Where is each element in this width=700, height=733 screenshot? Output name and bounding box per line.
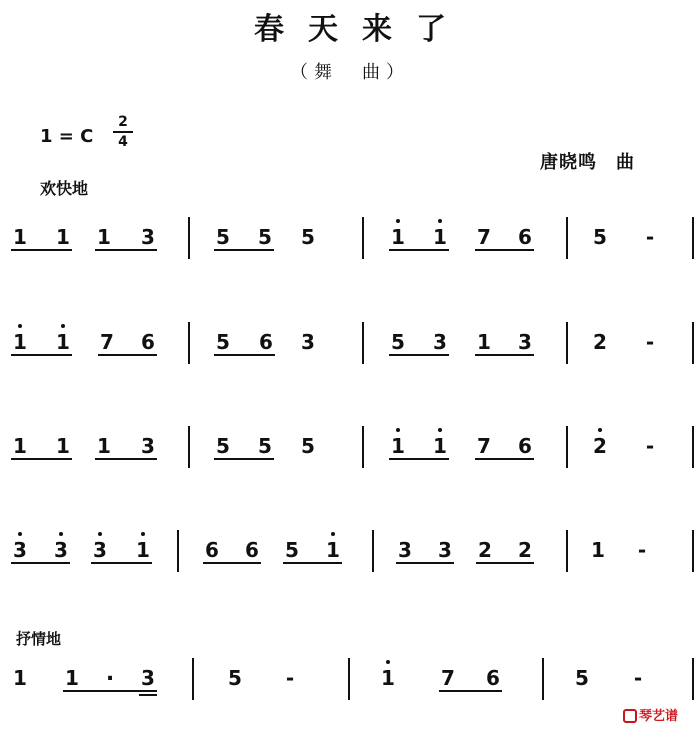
octave-dot bbox=[141, 532, 145, 536]
note: - bbox=[645, 225, 655, 249]
note: 1 bbox=[433, 434, 447, 458]
octave-dot bbox=[438, 428, 442, 432]
beam-underline bbox=[389, 458, 449, 460]
note: 6 bbox=[518, 434, 532, 458]
bar-line bbox=[188, 322, 190, 364]
note: 2 bbox=[478, 538, 492, 562]
note: 6 bbox=[518, 225, 532, 249]
bar-line bbox=[348, 658, 350, 700]
composer: 唐晓鸣 曲 bbox=[540, 152, 635, 173]
note: 1 bbox=[56, 434, 70, 458]
beam-underline bbox=[98, 354, 157, 356]
tempo-marking-1: 欢快地 bbox=[40, 179, 89, 198]
note: 1 bbox=[65, 666, 79, 690]
note: 1 bbox=[326, 538, 340, 562]
bar-line bbox=[188, 217, 190, 259]
beam-underline bbox=[439, 690, 502, 692]
note: 1 bbox=[477, 330, 491, 354]
beam-underline bbox=[91, 562, 152, 564]
note: 3 bbox=[54, 538, 68, 562]
note: 3 bbox=[398, 538, 412, 562]
note: 1 bbox=[433, 225, 447, 249]
tempo-marking-2: 抒情地 bbox=[16, 630, 62, 648]
bar-line bbox=[542, 658, 544, 700]
beam-underline bbox=[475, 458, 534, 460]
time-signature-top: 2 bbox=[118, 114, 128, 130]
bar-line bbox=[566, 530, 568, 572]
bar-line bbox=[188, 426, 190, 468]
octave-dot bbox=[61, 324, 65, 328]
note: 3 bbox=[518, 330, 532, 354]
note: 2 bbox=[518, 538, 532, 562]
note: 1 bbox=[381, 666, 395, 690]
octave-dot bbox=[438, 219, 442, 223]
note: 5 bbox=[216, 330, 230, 354]
note: - bbox=[645, 330, 655, 354]
note: 3 bbox=[141, 434, 155, 458]
watermark-text: 琴艺谱 bbox=[639, 709, 679, 724]
watermark-logo-icon bbox=[623, 709, 637, 723]
bar-line bbox=[372, 530, 374, 572]
octave-dot bbox=[386, 660, 390, 664]
octave-dot bbox=[396, 219, 400, 223]
note: 2 bbox=[593, 330, 607, 354]
note: 5 bbox=[391, 330, 405, 354]
beam-underline bbox=[283, 562, 342, 564]
beam-underline bbox=[389, 354, 449, 356]
octave-dot bbox=[331, 532, 335, 536]
note: 3 bbox=[141, 225, 155, 249]
note: 2 bbox=[593, 434, 607, 458]
bar-line bbox=[566, 322, 568, 364]
beam-underline bbox=[214, 458, 274, 460]
note: 1 bbox=[391, 225, 405, 249]
note: 1 bbox=[97, 434, 111, 458]
note: 6 bbox=[486, 666, 500, 690]
note: 3 bbox=[141, 666, 155, 690]
octave-dot bbox=[598, 428, 602, 432]
beam-underline bbox=[475, 249, 534, 251]
beam-underline bbox=[63, 690, 157, 692]
note: 5 bbox=[258, 434, 272, 458]
note: 5 bbox=[258, 225, 272, 249]
note: 7 bbox=[100, 330, 114, 354]
bar-line bbox=[566, 426, 568, 468]
note: 5 bbox=[575, 666, 589, 690]
bar-line bbox=[177, 530, 179, 572]
octave-dot bbox=[18, 532, 22, 536]
note: 1 bbox=[97, 225, 111, 249]
note: 3 bbox=[438, 538, 452, 562]
note: - bbox=[645, 434, 655, 458]
bar-line bbox=[566, 217, 568, 259]
note: 1 bbox=[13, 225, 27, 249]
beam-underline bbox=[476, 562, 534, 564]
beam-underline bbox=[11, 354, 72, 356]
beam-underline bbox=[11, 249, 72, 251]
key-signature: 1 = C bbox=[40, 126, 94, 147]
bar-line bbox=[692, 217, 694, 259]
note: 6 bbox=[259, 330, 273, 354]
beam-underline bbox=[396, 562, 454, 564]
note: 5 bbox=[216, 225, 230, 249]
octave-dot bbox=[98, 532, 102, 536]
beam-underline bbox=[389, 249, 449, 251]
note: 6 bbox=[205, 538, 219, 562]
note: 1 bbox=[56, 225, 70, 249]
note: 1 bbox=[56, 330, 70, 354]
note: 3 bbox=[301, 330, 315, 354]
note: 3 bbox=[13, 538, 27, 562]
beam-underline bbox=[475, 354, 534, 356]
note: 1 bbox=[13, 330, 27, 354]
time-signature-bottom: 4 bbox=[118, 134, 128, 150]
beam-underline bbox=[214, 354, 275, 356]
beam-underline bbox=[95, 249, 157, 251]
octave-dot bbox=[59, 532, 63, 536]
note: 5 bbox=[593, 225, 607, 249]
bar-line bbox=[692, 322, 694, 364]
bar-line bbox=[692, 530, 694, 572]
note: 5 bbox=[301, 225, 315, 249]
bar-line bbox=[692, 426, 694, 468]
subtitle: （舞 曲） bbox=[290, 62, 410, 83]
note: 1 bbox=[391, 434, 405, 458]
beam-underline bbox=[203, 562, 261, 564]
octave-dot bbox=[18, 324, 22, 328]
beam-underline bbox=[95, 458, 157, 460]
beam-underline-double bbox=[139, 694, 157, 696]
note: 3 bbox=[433, 330, 447, 354]
beam-underline bbox=[11, 458, 72, 460]
note: 6 bbox=[141, 330, 155, 354]
note: . bbox=[105, 661, 115, 686]
note: 1 bbox=[13, 434, 27, 458]
note: 5 bbox=[228, 666, 242, 690]
watermark bbox=[623, 705, 678, 724]
note: 5 bbox=[216, 434, 230, 458]
bar-line bbox=[362, 322, 364, 364]
beam-underline bbox=[11, 562, 70, 564]
note: - bbox=[633, 666, 643, 690]
octave-dot bbox=[396, 428, 400, 432]
note: 1 bbox=[136, 538, 150, 562]
note: 7 bbox=[441, 666, 455, 690]
note: 1 bbox=[13, 666, 27, 690]
note: 3 bbox=[93, 538, 107, 562]
bar-line bbox=[362, 217, 364, 259]
note: - bbox=[285, 666, 295, 690]
note: - bbox=[637, 538, 647, 562]
bar-line bbox=[192, 658, 194, 700]
note: 1 bbox=[591, 538, 605, 562]
note: 5 bbox=[301, 434, 315, 458]
beam-underline bbox=[214, 249, 274, 251]
note: 5 bbox=[285, 538, 299, 562]
bar-line bbox=[362, 426, 364, 468]
note: 6 bbox=[245, 538, 259, 562]
note: 7 bbox=[477, 434, 491, 458]
bar-line bbox=[692, 658, 694, 700]
title: 春天来了 bbox=[254, 12, 470, 47]
note: 7 bbox=[477, 225, 491, 249]
